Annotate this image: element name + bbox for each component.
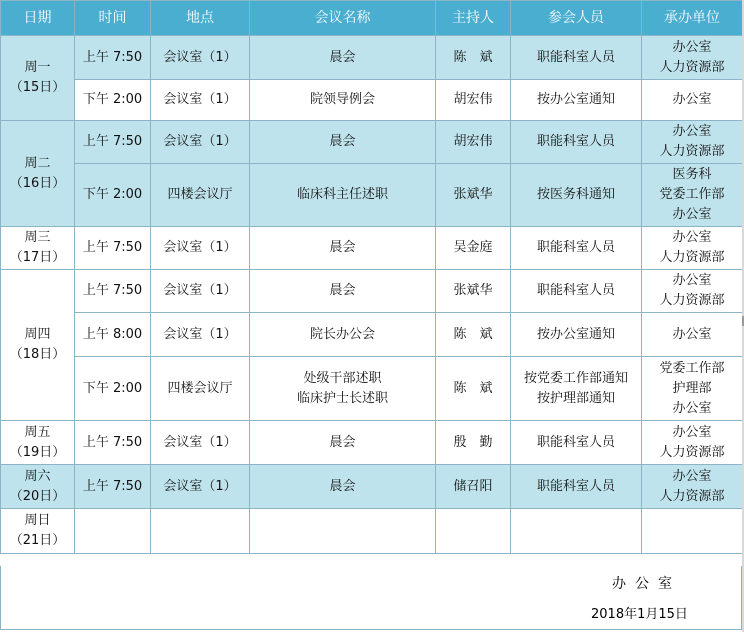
meeting-name: 处级干部述职 bbox=[303, 370, 382, 386]
host-cell: 吴金庭 bbox=[436, 227, 511, 270]
time-cell: 下午 2:00 bbox=[75, 164, 151, 227]
day-date: （21日） bbox=[9, 533, 66, 548]
organizer-cell bbox=[642, 465, 743, 509]
table-row bbox=[1, 421, 743, 465]
empty-cell bbox=[250, 509, 436, 554]
table-row bbox=[1, 509, 743, 554]
place-cell: 会议室（1） bbox=[151, 421, 250, 465]
table-row bbox=[1, 227, 743, 270]
organizer-line: 护理部 bbox=[672, 380, 712, 396]
attendees-line: 职能科室人员 bbox=[536, 434, 615, 450]
header-host: 主持人 bbox=[436, 1, 511, 36]
attendees-cell bbox=[511, 313, 642, 357]
organizer-line: 办公室 bbox=[672, 124, 712, 139]
day-cell bbox=[1, 509, 75, 554]
attendees-line: 职能科室人员 bbox=[536, 478, 615, 494]
time-cell: 上午 7:50 bbox=[75, 421, 151, 465]
meeting-cell bbox=[250, 270, 436, 313]
place-cell: 会议室（1） bbox=[151, 121, 250, 164]
attendees-cell bbox=[511, 36, 642, 80]
place-cell: 四楼会议厅 bbox=[151, 164, 250, 227]
meeting-cell bbox=[250, 313, 436, 357]
organizer-line: 党委工作部 bbox=[659, 360, 725, 376]
host-cell: 陈 斌 bbox=[436, 36, 511, 80]
attendees-cell bbox=[511, 465, 642, 509]
organizer-line: 办公室 bbox=[672, 230, 712, 245]
day-date: （18日） bbox=[9, 347, 66, 362]
time-cell: 上午 7:50 bbox=[75, 227, 151, 270]
organizer-line: 党委工作部 bbox=[659, 187, 725, 202]
organizer-cell bbox=[642, 164, 743, 227]
day-name: 周日 bbox=[24, 513, 51, 528]
time-cell: 上午 7:50 bbox=[75, 36, 151, 80]
place-cell: 会议室（1） bbox=[151, 80, 250, 121]
day-cell bbox=[1, 227, 75, 270]
place-cell: 会议室（1） bbox=[151, 227, 250, 270]
table-row bbox=[1, 357, 743, 421]
organizer-cell bbox=[642, 121, 743, 164]
organizer-line: 人力资源部 bbox=[659, 144, 725, 159]
meeting-cell bbox=[250, 227, 436, 270]
meeting-name: 晨会 bbox=[329, 478, 356, 494]
empty-cell bbox=[436, 509, 511, 554]
empty-cell bbox=[511, 509, 642, 554]
host-cell: 陈 斌 bbox=[436, 313, 511, 357]
time-cell: 上午 7:50 bbox=[75, 121, 151, 164]
organizer-cell bbox=[642, 357, 743, 421]
footer bbox=[0, 566, 742, 630]
attendees-cell bbox=[511, 227, 642, 270]
time-cell: 下午 2:00 bbox=[75, 80, 151, 121]
host-cell: 陈 斌 bbox=[436, 357, 511, 421]
attendees-line: 职能科室人员 bbox=[536, 283, 615, 298]
day-name: 周五 bbox=[24, 424, 51, 440]
place-cell: 会议室（1） bbox=[151, 313, 250, 357]
organizer-line: 办公室 bbox=[672, 39, 712, 55]
organizer-cell bbox=[642, 80, 743, 121]
meeting-name: 院长办公会 bbox=[309, 326, 375, 342]
empty-cell bbox=[75, 509, 151, 554]
day-cell bbox=[1, 121, 75, 227]
organizer-cell bbox=[642, 313, 743, 357]
meeting-name: 院领导例会 bbox=[309, 92, 375, 107]
table-row bbox=[1, 36, 743, 80]
host-cell: 张斌华 bbox=[436, 270, 511, 313]
day-cell bbox=[1, 270, 75, 421]
time-cell: 上午 8:00 bbox=[75, 313, 151, 357]
organizer-line: 办公室 bbox=[672, 326, 712, 342]
day-date: （15日） bbox=[9, 80, 66, 95]
day-date: （20日） bbox=[9, 488, 66, 504]
header-organizer: 承办单位 bbox=[642, 1, 743, 36]
meeting-cell bbox=[250, 357, 436, 421]
meeting-cell bbox=[250, 121, 436, 164]
day-cell bbox=[1, 36, 75, 121]
organizer-line: 人力资源部 bbox=[659, 59, 725, 75]
day-date: （16日） bbox=[9, 175, 66, 191]
meeting-cell bbox=[250, 36, 436, 80]
place-cell: 四楼会议厅 bbox=[151, 357, 250, 421]
attendees-line: 职能科室人员 bbox=[536, 134, 615, 149]
table-row bbox=[1, 270, 743, 313]
attendees-cell bbox=[511, 121, 642, 164]
day-date: （19日） bbox=[9, 444, 66, 460]
table-row bbox=[1, 313, 743, 357]
organizer-cell bbox=[642, 227, 743, 270]
meeting-name: 晨会 bbox=[329, 134, 356, 149]
host-cell: 殷 勤 bbox=[436, 421, 511, 465]
organizer-line: 办公室 bbox=[672, 400, 712, 416]
day-cell bbox=[1, 465, 75, 509]
header-meeting: 会议名称 bbox=[250, 1, 436, 36]
organizer-line: 人力资源部 bbox=[659, 293, 725, 308]
attendees-cell bbox=[511, 164, 642, 227]
attendees-line: 按办公室通知 bbox=[536, 92, 615, 107]
meeting-name: 晨会 bbox=[329, 49, 356, 65]
table-row bbox=[1, 80, 743, 121]
header-row bbox=[1, 1, 743, 36]
organizer-line: 办公室 bbox=[672, 468, 712, 484]
table-row bbox=[1, 465, 743, 509]
organizer-cell bbox=[642, 270, 743, 313]
host-cell: 张斌华 bbox=[436, 164, 511, 227]
place-cell: 会议室（1） bbox=[151, 36, 250, 80]
table-row bbox=[1, 164, 743, 227]
organizer-line: 医务科 bbox=[672, 167, 712, 182]
meeting-name: 临床护士长述职 bbox=[296, 390, 388, 406]
organizer-cell bbox=[642, 421, 743, 465]
host-cell: 胡宏伟 bbox=[436, 121, 511, 164]
meeting-name: 晨会 bbox=[329, 434, 356, 450]
meeting-cell bbox=[250, 465, 436, 509]
empty-cell bbox=[151, 509, 250, 554]
meeting-cell bbox=[250, 164, 436, 227]
day-name: 周三 bbox=[24, 230, 51, 245]
attendees-line: 按护理部通知 bbox=[536, 390, 615, 406]
attendees-cell bbox=[511, 357, 642, 421]
day-cell bbox=[1, 421, 75, 465]
attendees-cell bbox=[511, 270, 642, 313]
day-name: 周二 bbox=[24, 155, 51, 171]
attendees-cell bbox=[511, 421, 642, 465]
organizer-line: 办公室 bbox=[672, 424, 712, 440]
meeting-cell bbox=[250, 421, 436, 465]
header-place: 地点 bbox=[151, 1, 250, 36]
table-row bbox=[1, 121, 743, 164]
day-date: （17日） bbox=[9, 250, 66, 265]
header-time: 时间 bbox=[75, 1, 151, 36]
organizer-line: 办公室 bbox=[672, 207, 712, 222]
host-cell: 储召阳 bbox=[436, 465, 511, 509]
time-cell: 下午 2:00 bbox=[75, 357, 151, 421]
day-name: 周四 bbox=[24, 327, 51, 342]
empty-cell bbox=[642, 509, 743, 554]
place-cell: 会议室（1） bbox=[151, 465, 250, 509]
meeting-name: 晨会 bbox=[329, 240, 356, 255]
header-date: 日期 bbox=[1, 1, 75, 36]
organizer-line: 办公室 bbox=[672, 273, 712, 288]
meeting-name: 晨会 bbox=[329, 283, 356, 298]
organizer-line: 人力资源部 bbox=[659, 444, 725, 460]
attendees-line: 职能科室人员 bbox=[536, 49, 615, 65]
meeting-name: 临床科主任述职 bbox=[296, 187, 388, 202]
host-cell: 胡宏伟 bbox=[436, 80, 511, 121]
attendees-line: 按办公室通知 bbox=[536, 326, 615, 342]
issuing-office: 办公室 bbox=[612, 576, 681, 592]
organizer-cell bbox=[642, 36, 743, 80]
attendees-cell bbox=[511, 80, 642, 121]
meeting-cell bbox=[250, 80, 436, 121]
time-cell: 上午 7:50 bbox=[75, 465, 151, 509]
place-cell: 会议室（1） bbox=[151, 270, 250, 313]
organizer-line: 办公室 bbox=[672, 92, 712, 107]
attendees-line: 职能科室人员 bbox=[536, 240, 615, 255]
attendees-line: 按医务科通知 bbox=[536, 187, 615, 202]
day-name: 周一 bbox=[24, 60, 51, 75]
organizer-line: 人力资源部 bbox=[659, 488, 725, 504]
day-name: 周六 bbox=[24, 468, 51, 484]
time-cell: 上午 7:50 bbox=[75, 270, 151, 313]
organizer-line: 人力资源部 bbox=[659, 250, 725, 265]
header-attendees: 参会人员 bbox=[511, 1, 642, 36]
attendees-line: 按党委工作部通知 bbox=[523, 370, 628, 386]
issue-date: 2018年1月15日 bbox=[591, 607, 688, 622]
